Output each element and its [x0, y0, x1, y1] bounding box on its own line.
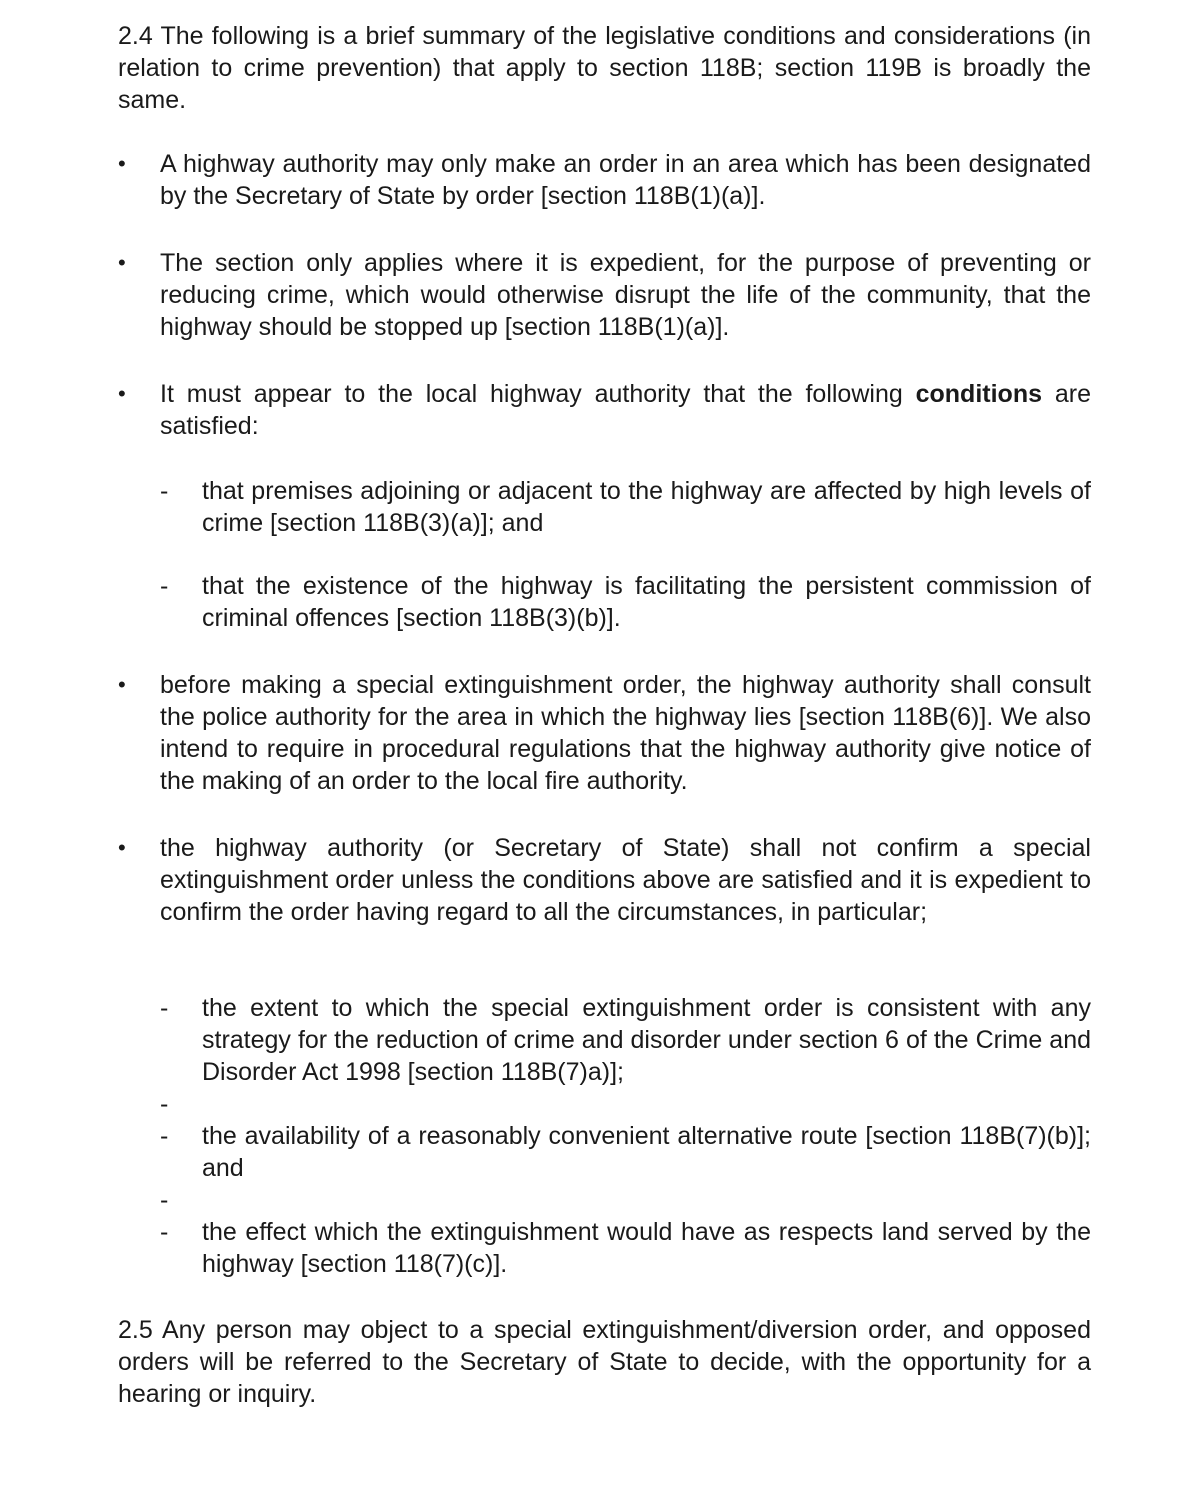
dash-icon: -: [160, 1122, 169, 1150]
sub-item-text: that premises adjoining or adjacent to the highway are affected by high levels of crime [section 118B(3)(a)]; and: [202, 477, 1091, 537]
sub-item-empty: [118, 1184, 1091, 1216]
bullet-icon: •: [118, 381, 126, 406]
bullet-text: The section only applies where it is expedient, for the purpose of preventing or reducing crime, which would otherwise disrupt the life of the community, that the highway should be stopped up [section 118B(1)(a)].: [160, 249, 1091, 341]
bullet-text-bold: conditions: [915, 380, 1042, 408]
bullet-text-before: It must appear to the local highway authority that the following: [160, 380, 916, 408]
bullet-text: A highway authority may only make an order in an area which has been designated by the Secretary of State by order [section 118B(1)(a)].: [160, 150, 1091, 210]
dash-icon: -: [160, 1186, 169, 1214]
dash-icon: -: [160, 1090, 169, 1118]
bullet-item-confirm-order: [118, 832, 1091, 928]
sub-item-text: that the existence of the highway is facilitating the persistent commission of criminal offences [section 118B(3)(b)].: [202, 572, 1091, 632]
bullet-item-consult-police: [118, 669, 1091, 797]
document-page: [118, 20, 1091, 1410]
bullet-icon: •: [118, 250, 126, 275]
dash-icon: -: [160, 572, 169, 600]
bullet-text: the highway authority (or Secretary of State) shall not confirm a special extinguishment order unless the conditions above are satisfied and it is expedient to confirm the order having regard to all the circumstances, in particular;: [160, 834, 1091, 926]
paragraph-2-5: 2.5 Any person may object to a special extinguishment/diversion order, and opposed orders will be referred to the Secretary of State to decide, with the opportunity for a hearing or inquiry.: [118, 1316, 1091, 1408]
dash-icon: -: [160, 477, 169, 505]
bullet-icon: •: [118, 151, 126, 176]
bullet-icon: •: [118, 835, 126, 860]
paragraph-2-4: 2.4 The following is a brief summary of the legislative conditions and considerations (in relation to crime prevention) that apply to section 118B; section 119B is broadly the same.: [118, 22, 1091, 114]
sub-item-facilitating-offences: [118, 570, 1091, 634]
dash-icon: -: [160, 994, 169, 1022]
bullet-text: before making a special extinguishment order, the highway authority shall consult the police authority for the area in which the highway lies [section 118B(6)]. We also intend to require in procedural regulations that the highway authority give notice of the making of an order to the local fire authority.: [160, 671, 1091, 795]
sub-item-high-crime: [118, 475, 1091, 539]
dash-icon: -: [160, 1218, 169, 1246]
sub-item-text: the availability of a reasonably convenient alternative route [section 118B(7)(b)]; and: [202, 1122, 1091, 1182]
bullet-item-designated-area: [118, 148, 1091, 212]
sub-item-text: the effect which the extinguishment would have as respects land served by the highway [section 118(7)(c)].: [202, 1218, 1091, 1278]
sub-item-effect-on-land: [118, 1216, 1091, 1280]
sub-item-strategy-consistency: [118, 992, 1091, 1088]
sub-item-alternative-route: [118, 1120, 1091, 1184]
sub-item-text: the extent to which the special extinguishment order is consistent with any strategy for the reduction of crime and disorder under section 6 of the Crime and Disorder Act 1998 [section 118B(7)a)];: [202, 994, 1091, 1086]
bullet-item-conditions: [118, 378, 1091, 442]
bullet-text-after: are satisfied:: [160, 380, 1091, 440]
bullet-item-expedient: [118, 247, 1091, 343]
sub-item-empty: [118, 1088, 1091, 1120]
bullet-icon: •: [118, 672, 126, 697]
